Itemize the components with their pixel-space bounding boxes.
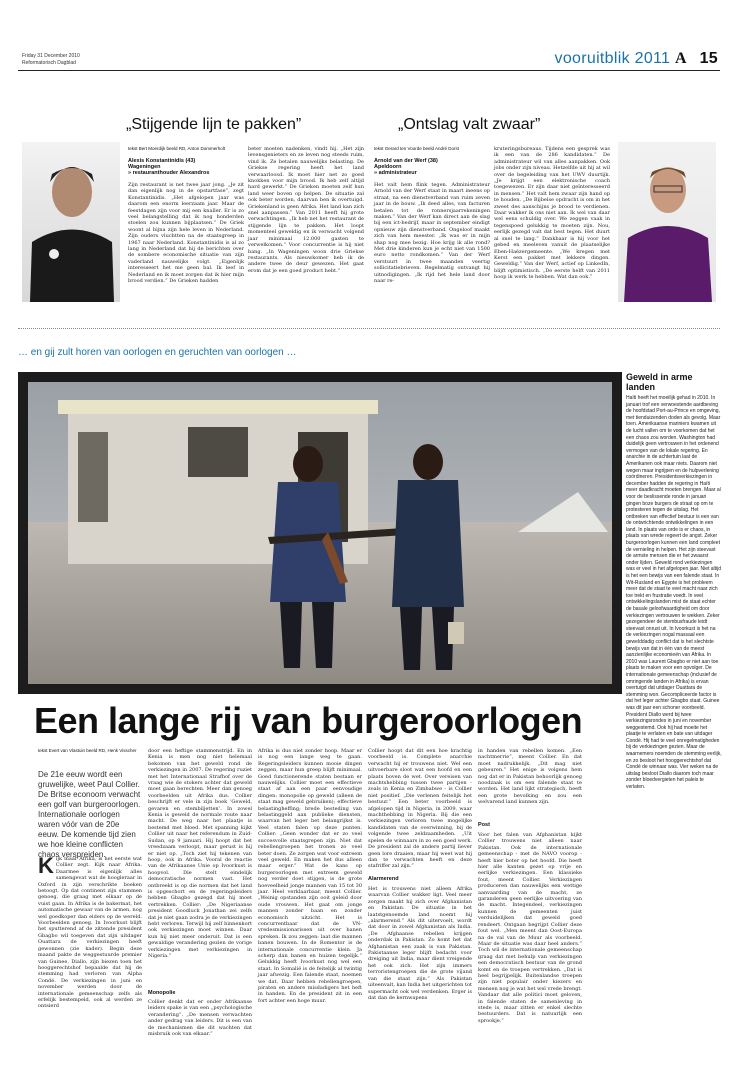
portrait-photo-right xyxy=(618,142,716,302)
section-letter: A xyxy=(674,50,687,67)
main-headline: Een lange rij van burgeroorlogen xyxy=(34,700,583,741)
left-story-col2: beter moeten nadenken, vindt hij. „Het zijn levensgenieters en ze leven nog steeds ruim, vind ik. Ze betalen nauwelijks belasting. De Griekse regering heeft het land verwaarloosd. Ik moet hier net zo goed knokken voor mijn brood. Ik heb zelf altijd hard gewerkt.” De Grieken moeten zelf hun land weer boven op helpen. De situatie zal ook beter worden, daarvan ben ik overtuigd. Griekenland is geen Afrika. Het land kan zich snel aanpassen.” Van 2011 heeft hij grote verwachtingen. „Ik heb net het restaurant de stijgende lijn te pakken. Het loopt momenteel geweldig en ik verwacht volgend jaar minimaal 12.000 gasten te verwelkomen.” Voor concurrentie is hij niet bang. „In Wageningen woon drie Griekse restaurants. Als nieuwkomer heb ik de andere twee de deur gewezen. Het gaat erom dat je een goed product hebt.” xyxy=(248,146,364,274)
main-photo xyxy=(18,372,622,694)
sidebar-headline: Geweld in arme landen xyxy=(626,372,693,392)
left-person-name: Alexis Konstantinidis (43) xyxy=(128,158,196,164)
issue-date: Friday 31 December 2010 xyxy=(22,53,80,59)
subhead-post: Post xyxy=(478,822,490,828)
sidebar-box xyxy=(626,372,722,1062)
right-story-col2: kruteringsbureaus. Tijdens een gesprek was ik een van de 286 kandidaten.” De administrateur wil van alles aanpakken. Ook jobs onder zijn niveau. Hetzelfde uit hij at wil over de begeleiding van het UWV duurtijk. „Je krijgt een elektronische coach toegewezen. Er zijn daar niet geïnteresseerd in mensen.” Het valt hem zwaar zijn hand op te houden. „De Bijbelse opdracht is om in het zweet des aanschijns je brood te verdienen. Daar wakker ik ons niet aan. Ik wel van daar wel eens schuldig over. We zeggen vaak in tegenspoed gelukkig te moeten zijn. Nou, eerlijk gezegd valt dat best tegen. Het duurt al snel te lang.” Dankbaar is hij voor het gebed en meeleven vanuit de plaatselijke Eben-Haëzergemeente. „We kregen met Kerst een pakket met lekkere dingen. Geweldig.” Van der Werf, actief op LinkedIn, blijft optimistisch. „De eerste helft van 2011 hoop ik werk te hebben. Wat dan ook.” xyxy=(494,146,610,281)
main-photo-scene xyxy=(18,372,622,694)
quote-teaser: … en gij zult horen van oorlogen en geruchten van oorlogen … xyxy=(18,347,297,358)
right-person-name: Arnold van der Werf (38) xyxy=(374,158,438,164)
page-number: 15 xyxy=(699,50,718,67)
paper-name: Reformatorisch Dagblad xyxy=(22,60,76,66)
main-lead: De 21e eeuw wordt een gruwelijke, weet Paul Collier. De Britse econoom verwacht een golf van burgeroorlogen. Internationale oorlogen waren vóór van de 20e eeuw. De komende tijd zien we hoe kleine conflicten chaos verspreiden. xyxy=(38,770,141,859)
section-divider xyxy=(18,328,720,329)
sidebar-body: Haïti heeft het moeilijk gehad in 2010. In januari trof een verwoestende aardbeving de hoofdstad Port-au-Prince en omgeving, met tienduizenden doden als gevolg. Maar toen. Amerikaanse mariniers kwamen uit de lucht vallen om te voorkomen dat het een chaos zou worden. Washington had duidelijk geen vertrouwen in het ordenend vermogen van de lokale regering. En anarchie in de achtertuin laat de Amerikanen ook maar niets. Daarom niet wegen maar ingrijpen en de hulpverlening coördineren. Presidentsverkiezingen in december hadden de regering in Haïti meer daadkracht moeten brengen. Maar al voor de beslissende ronde in januari gingen boze burgers de straat op om te protesteren tegen de uitslag. Het ontbreken van effectief bestuur is een van de ontwrichtende ontwikkelingen in een land. In plaats van orde is er chaos, in plaats van wrede regeert de angst. Zeker burgeroorlogen kunnen een land compleet de vernieling in helpen. Het zijn steevast de armste mensen die er het zwaarst onder lijden. Geweld rond verkiezingen was er veel in het afgelopen jaar. Niet altijd is het een bewijs van een falende staat. In Wit-Rusland en Egypte is het probleem meer dat de staat te veel macht naar zich toe trekt en frustratie voedt. In veel ontwikkelingslanden mist de staat echter de basale geloofwaardigheid om door verkiezingen vertrouwen te wekken. Zeker gezegendeer de stembusfraude leidt steevast onrust uit. In Ivoorkust is het na de verkiezingen nogal massaal een gewelddadig conflict dat is het slechtste bewijs van dat in één van de meest aanzienlijke economieën van Afrika. In 2010 was Laurent Gbagbo er niet aan toe plaats te maken voor een opvolger. De internationale gemeenschap (inclusief de omringende landen in Afrika) is ervan overtuigd dat uitdager Ouattara de stemming won. Gecompliceerde factor is dat het leger achter Gbagbo staat. Guinee was dit jaar een schoner voorbeeld. President Diallo werd bij twee verkiezingsrondes in juni en november weggestemd. Ook hij had moeite het plaatje te verlaten en bate van uitdager Condé. Hij had te veel onregelmatigheden bij de verkiezingen gezien. Maar de waarnemers noemden de stemming eerlijk, en zo besloot het hooggerechtshof dat Condé de winnaar was. Vier weken na de uitslag besloot Diallo daarom toch maar zonder bloedvergieten het paleis te verlaten. xyxy=(626,395,722,791)
main-col4: Collier hoopt dat dit een hoe krachtig voorbeeld is. Complete anarchie verwacht hij er trouwens niet. Wel een uitvoerbare sloot wat een hoofd en een plaats boven de wet. Over vereisen van machtshebbing tussen twee partijen - zoals in Kenia en Zimbabwe - is Collier niet positief. „Die verlenen feitelijk het bestuur.” Een beter voorbeeld is afgelopen tijd in Nigeria, in 2009, waar machthebbing in Nigeria. Bij die een verkiezingen verloren twee mogelijke kandidaten van de overwinning, bij de volgende twee zeldzaamheden. „Uit spelen de winnaars in zo een goed werk. De president zal de andere partij liever geen lore draaien, maar hij weet wat hij dan te verwachten heeft en deze stafriffer zal zijn.” xyxy=(368,748,472,870)
subhead-alarmerend: Alarmerend xyxy=(368,876,399,882)
main-col2b: Collier denkt dat er onder Afrikaanse leiders spake is van een „psychologische verandering”. „De mensen verwachten ander gedrag van leiders. Dit is een van de mechanismen die dit wachten dat misbruik ook van elkaar.” xyxy=(148,999,252,1038)
main-col3: Afrika is dus niet zonder hoop. Maar er is nog een lange weg te gaan. Regeringsleiders kunnen mooie dingen zeggen, maar hun greep blijft minimaal. Goed functionerende staten bestaan er nauwelijks. Collier moet een effectieve staat af aan een paar eenvoudige dingen: monopolie op geweld (alleen de staat mag geweld gebruiken); effectieve belastingheffing; brede besteding van belastinggeld aan publieke diensten, waarvan het leger het belangrijkst is. Veel staten falen op deze punten. Collier: „Geen wonder dat er zo veel succesvolle staatsgrepen zijn. Niet dat rebellengroepen het tronen zo veel beter doen. Ze zorgen wat voor extreem veel geweld. En maken het dus alleen maar erger.” Wat de kans op burgeroorlogen met extreem geweld nog verder doet stijgen, is de grote hoeveelheid jonge mannen van 15 tot 30 jaar. Heel verklaarbaar, meent Collier. „Weinig opstanden zijn ooit geleid door oude vrouwen. Het gaat om jonge mannen zonder baan en zonder economisch uitzicht. Het is concurrentbaar dat de VN-vredesmissionarissen uit over banen spreken. Ik zou zeggen: laat die mannen banen bouwen. In de Romentor is de internationale concurrentie klein. Ja scherp dan banen en huizen tegelijk.” Gelukkig heeft Ivoorkust nog wel een staat. In Somalië is de feitelijk al twintig jaar afwezig. Een falende staat, noemen we dat. Daar hebben rebellengroepen, piraten en andere misdadigers het heft in handen. En de president zit in een fort achter een hoge muur. xyxy=(258,748,362,1004)
left-credits: tekst Bert Moerdijk beeld RD, Anton Dommerholt xyxy=(128,146,226,151)
main-col2: door een heftige stammenstrijd. En in Kenia is men nog niet helemaal bekomen van het geweld rond de verkiezingen in 2007. De regering ruziet met het Internationaal Strafhof over de vraag wie de stokers achter dat geweld moet gaan berechten. Meer dan genoeg voorbeelden uit Afrika dus. Collier beschrijft er vele in zijn boek ‘Geweld, gevaren en stembiljetten’. In zowel Kenia is geweld de normale route naar macht. De weg naar het plaatje is bestemd met bloed. Met spanning kijkt Collier uit naar het referendum in Zuid-Sudan, op 9 januari. Hij hoopt dat het vreedzaam verloopt, maar gerust is hij er niet op. „Toch ziet hij tekenen van hoop, ook in Afrika. Vooral de reactie van de Afrikaanse Unie op Ivoorkust is hoopvol. Die stelt eindelijk democratische normen vast. Het ontbreekt is op die normen dat het land is opgeschort en de regeringsleiders hebben Gbagbo gezegd dat hij moet vertrekken. Collier: „De Nigeriaanse president Goodluck Jonathan zei zelfs dat je niet gaan zodra je de verkiezingen hebt verloren. Terwijl hij zelf binnenkort ook verkiezingen moet winnen. Daar kun hij niet meer onderuit. Dat is een gewaldige verandering gezien de vorige verkiezingen met verkiezingen in Nigeria.” xyxy=(148,748,252,959)
main-col5b: Voor het falen van Afghanistan kijkt Collier trouwens niet alleen naar Pakistan. Ook de internationale gemeenschap - met de NAVO voorop - heeft hier boter op het hoofd. Die heeft hier alle kanten gezet op vrije en eerlijke verkiezingen. Een klassieke fout, meent Collier. Verkiezingen produceren dan nauwelijks een wettige aanvaarding van de macht, ze garanderen geen eerlijke uitvoering van de macht. Integendeel, verkiezingen kunnen de gemeenten juist verduidelijken dat geweld goed rendeert. Ontgaan begrijpt Collier deze fout wel. „Men meent dan Oost-Europa na de val van de Muur als voorbeeld. Maar de situatie was daar heel anders.” Toch wil de internationale gemeenschap graag dat met behulp van verkiezingen een democratisch bestuur van de grond komt en de troepen vertrekken. „Dat is heel begrijpelijk. Buitenlandse troepen zijn niet populair onder kiezers en mensen nog je wat het wel vrede brengt. Vandaar dat alle politici moet geloven, in falende staten de samenleving in stede is, maar zitten er enkel slechte bestuurders. Dat is natuurlijk een sprookje.” xyxy=(478,832,582,1024)
portrait-photo-left xyxy=(22,142,120,302)
left-person-role: » restauranthouder Alexandros xyxy=(128,170,210,176)
right-credits: tekst Gerard ten Voorde beeld André Dorst xyxy=(374,146,460,151)
top-rule xyxy=(18,70,720,71)
main-col4b: Het is trouwens niet alleen Afrika waarvan Collier wakker ligt. Veel meer zorgen maakt hij zich over Afghanistan en Pakistan. De situatie in het laatstgenoemde land noemt hij „alarmerend.” Als dit uitervoelt, wordt dat door in zowel Afghanistan als India. „De Afghaanse rebellen krijgen onderdak in Pakistan. Zo komt het dat Afghanistan een zaak is van Pakistan. Pakistaanse leger blijft bedacht voor dreiging uit India, maar dient vreigende het ook zich. Het zijn immers terroristengroepen die de grote vijand van die staat zijn.” Als Pakistan uiteenvalt, kan India het uitgerichten tot supermacht ook wel verdenken. Erger is dat dan de kernwapens xyxy=(368,886,472,1001)
right-story-col1: Het valt hem flink tegen. Administrateur Arnold van der Werf staat in maart ineens op straat, na een dienstverband van ruim zeven jaar in de bouw. „Ik deed alles, van facturen betalen tot de ronnersjaarrekeningen maken.” Van der Werf kan direct aan de slag bij een ict-bedrijf, maar in september eindigt opnieuw zijn dienstverband. Ongeloof maakt zich van hem meester. „Ik was er in mijn shap nog mee bezig. Hoe krijg ik alle rond? Met drie kinderen kun je echt niet van 1500 euro netto rondkomen.” Van der Werf verstuurt in twee maanden veertig sollicitatiebrieven. Regelmatig ontvangt hij uitnodigingen. „Ik rijd het hele land door naar re- xyxy=(374,182,490,285)
left-person-place: Wageningen xyxy=(128,164,161,170)
masthead-left xyxy=(22,53,80,67)
right-person-role: » administrateur xyxy=(374,170,417,176)
left-story-col1: Zijn restaurant is net twee jaar jong. „Je zit dan eigenlijk nog in de opstartfase”, zegt Konstantinidis. „Het afgelopen jaar was daarom een enorm leerzaam jaar. Maar de feestdagen zijn voor mij een knaller. Er is zo veel belangstelling dat ik nog honderden stoelen zou kunnen bijplaatsen.” De Griek woont al bijna zijn hele leven in Nederland. Zijn ouders vluchtten na de staatsgreep in 1967 naar Nederland. Konstantinidis is al zo lang in Nederland dat hij de berichten over de sombere economische situatie van zijn vaderland nauwelijks volgt. „Eigenlijk interesseert het me geen bal. Ik leef in Nederland en ik moet zorgen dat ik hier mijn brood verdien.” De Grieken hadden xyxy=(128,182,244,285)
subhead-monopolie: Monopolie xyxy=(148,990,176,996)
right-person-place: Apeldoorn xyxy=(374,164,402,170)
main-col1-text: ijk maar Afrika, is het eerste wat Collier zegt. Kijk naar Afrika. Daarmee is eigenlijk alles samengevat wat de hoogleraar in Oxford in zijn verschrikte boeken betoogt. Op dat continent zijn stammen genoeg, die graag met elkaar op de vuist gaan. In Afrika is de bakermat, het automatische gewaar van de armen, nog wel goedkoper dan elders op de wereld. Voorbeelden genoeg. In Ivoorkust blijft het sputterend af de zittende president Gbagbo wil toegeven dat zijn uitdager Ouattara de verkiezingen heeft gewonnen (zie kader). Begin deze maand pakte de weggestuurde premier van Guinee, Diallo, zijn biezen toen het hooggerechtshof bepaalde dat hij de stemming had verloren van Alpha Condé. De verkiezingen in juni en november werden door de internationale gemeenschap zelfs als erfelijk bestempeld, ook al werden ze ontsierd xyxy=(38,856,142,1010)
section-name: vooruitblik 2011 xyxy=(554,50,671,67)
drop-cap: K xyxy=(38,853,54,878)
portrait-figure-right xyxy=(618,142,716,302)
right-headline: „Ontslag valt zwaar” xyxy=(398,116,541,133)
main-col1 xyxy=(38,853,142,1052)
main-credits: tekst Evert van Vlastuin beeld RD, Henk Visscher xyxy=(38,748,137,753)
main-col5: in handen van rebellen komen. „Een nachtmerrie”, meent Collier. En dat moet nadrukkelijk. „Dit mag niet gebeuren.” Het enige is volgens hem nog dat er in Pakistan behoorlijk genoeg noodzaak is om een falende staat te worden. Het land lijkt strategisch, heeft een grote bevolking en zou een welvarend land kunnen zijn. xyxy=(478,748,582,806)
left-headline: „Stijgende lijn te pakken” xyxy=(126,116,302,133)
portrait-figure-left xyxy=(22,142,120,302)
masthead-right xyxy=(555,50,718,68)
